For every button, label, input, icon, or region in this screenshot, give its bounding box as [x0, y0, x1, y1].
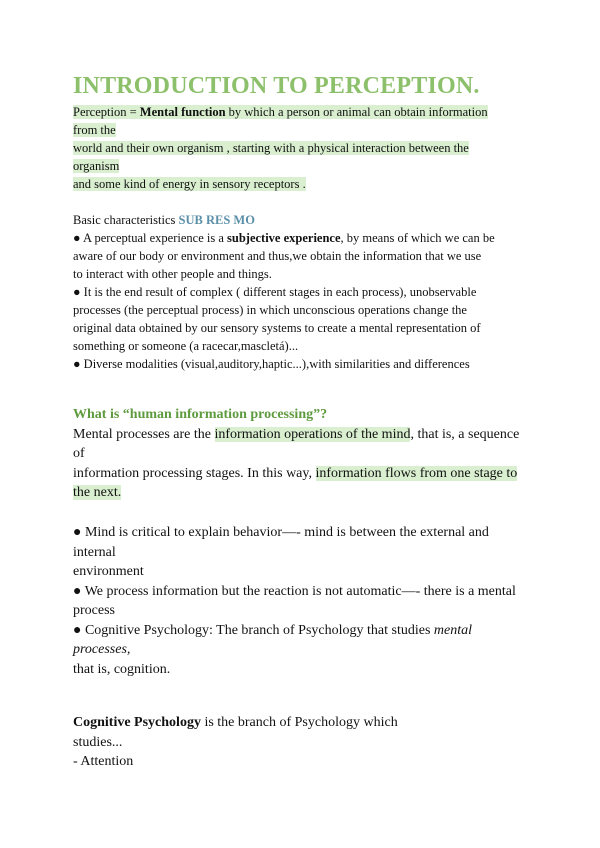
cognitive-bullet-line-3: that is, cognition. [73, 661, 171, 677]
mind-bullet-line-2: internal [73, 544, 116, 560]
basic-label: Basic characteristics [73, 213, 179, 227]
bullet-2-line-1: ● It is the end result of complex ( different stages in each process), unobservable [73, 285, 477, 299]
mind-bullet-line-1: ● Mind is critical to explain behavior—- mind is between the external and [73, 525, 489, 540]
bullet-1-line-3: to interact with other people and things. [73, 267, 272, 281]
cognitive-bullet-pre: ● Cognitive Psychology: The branch of Psychology that studies [73, 622, 434, 638]
bullet-2-line-2: processes (the perceptual process) in which unconscious operations change the [73, 303, 467, 317]
process-bullet-line-2: process [73, 603, 115, 618]
bullet-1-post: , by means of which we can be [340, 231, 495, 245]
definition-line-2: from the [73, 123, 116, 137]
hip-l4-highlight: the next. [73, 485, 122, 500]
definition-prefix: Perception = [73, 105, 140, 119]
cog-bold: Cognitive Psychology [73, 715, 201, 730]
bullet-1-line-2: aware of our body or environment and thus,we obtain the information that we use [73, 249, 482, 263]
bullet-1-pre: ● A perceptual experience is a [73, 231, 228, 245]
page-title: INTRODUCTION TO PERCEPTION. [73, 73, 480, 99]
hip-line-4 [73, 483, 533, 503]
bullet-1-line-1 [73, 229, 528, 247]
definition-line-3: world and their own organism , starting with a physical interaction between the [73, 141, 469, 155]
cognitive-bullet-line-2 [73, 640, 533, 660]
process-bullet-line-1: ● We process information but the reaction is not automatic—- there is a mental [73, 583, 516, 599]
bullet-3-line: ● Diverse modalities (visual,auditory,haptic...),with similarities and differences [73, 357, 470, 371]
bullet-2-line-3: original data obtained by our sensory systems to create a mental representation of [73, 321, 481, 335]
mind-bullets [73, 523, 533, 679]
definition-line-1 [73, 105, 488, 119]
cog-line-1 [73, 713, 533, 733]
hip-l3-pre: information processing stages. In this way, [73, 465, 316, 481]
cog-line-3: - Attention [73, 754, 134, 769]
cognitive-bullet-italic: mental [433, 622, 472, 638]
cognitive-bullet-italic-2: processes, [73, 642, 131, 657]
basic-label-line [73, 211, 528, 229]
definition-bold: Mental function [139, 105, 226, 119]
hip-l1-pre: Mental processes are the [73, 426, 215, 442]
hip-line-2: of [73, 446, 85, 461]
hip-l1-highlight: information operations of the mind [214, 426, 411, 442]
hip-line-3 [73, 464, 533, 484]
definition-line1-rest: by which a person or animal can obtain information [225, 105, 488, 119]
hip-line-1 [73, 425, 533, 445]
section-heading: What is “human information processing”? [73, 407, 328, 422]
definition-line-4: organism [73, 159, 120, 173]
hip-l1-post: , that is, a sequence [410, 426, 520, 442]
information-processing-section [73, 405, 533, 503]
definition-line-5: and some kind of energy in sensory receptors . [73, 177, 306, 191]
bullet-2-line-4: something or someone (a racecar,mascletá)... [73, 339, 299, 353]
mind-bullet-line-3: environment [73, 564, 144, 579]
cognitive-bullet-line-1 [73, 621, 533, 641]
cog-line-2: studies... [73, 734, 123, 750]
basic-characteristics [73, 211, 528, 373]
bullet-1-bold: subjective experience [227, 231, 341, 245]
hip-l3-highlight: information flows from one stage to [315, 465, 518, 481]
cognitive-psychology-section [73, 713, 533, 772]
perception-definition [73, 103, 528, 193]
basic-acronym: SUB RES MO [178, 213, 255, 227]
cog-rest: is the branch of Psychology which [200, 715, 398, 730]
